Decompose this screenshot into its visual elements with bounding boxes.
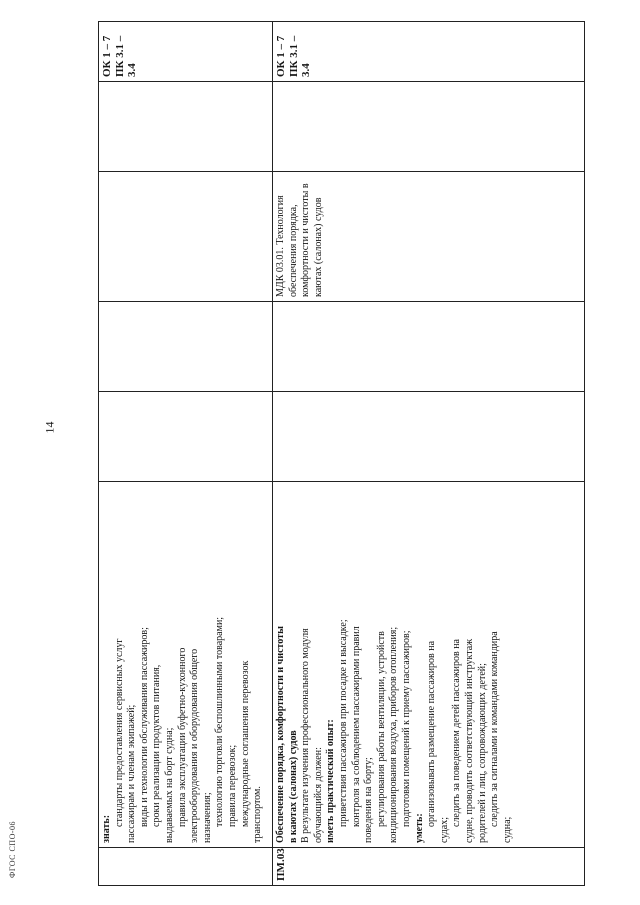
row2-competencies: ОК 1 – 7 ПК 3.1 – 3.4: [275, 35, 313, 77]
row2-content: [275, 486, 514, 843]
text-line: сроки реализации продуктов питания,: [151, 664, 163, 827]
text-line: технологию торговли беспошлинными товарами;: [214, 616, 226, 827]
text-line: международные соглашения перевозок: [239, 660, 251, 827]
text-line: поведения на борту;: [363, 757, 375, 843]
page-number: 14: [42, 421, 57, 434]
row2-content-cell: [273, 482, 585, 848]
text-line: пассажирам и членам экипажей;: [126, 704, 138, 843]
text-line: судах;: [438, 817, 450, 843]
text-line: контроля за соблюдением пассажирами правил: [350, 626, 362, 827]
text-line: обучающийся должен:: [312, 747, 324, 843]
text-line: правила перевозок;: [226, 744, 238, 827]
row1-empty-cell-1: [99, 392, 273, 482]
row2-empty-cell-2: [273, 302, 585, 392]
row1-empty-cell-4: [99, 82, 273, 172]
text-line: виды и технологии обслуживания пассажиров;: [138, 627, 150, 827]
row1-content: [101, 486, 265, 843]
row1-content-cell: [99, 482, 273, 848]
text-line: регулирования работы вентиляции, устройств: [375, 631, 387, 827]
row1-empty-cell-2: [99, 302, 273, 392]
text-line: подготовки помещений к приему пассажиров;: [400, 630, 412, 827]
rotated-table-container: [98, 22, 584, 886]
text-line: уметь:: [413, 813, 425, 843]
text-line: знать:: [101, 814, 112, 843]
row2-competencies-cell: [273, 22, 585, 82]
table-row: [273, 22, 585, 886]
text-line: выдаваемых на борт судна;: [163, 727, 175, 843]
text-line: правила эксплуатации буфетно-кухонного: [176, 647, 188, 827]
text-line: в каютах (салонах) судов: [287, 730, 299, 843]
text-line: назначения;: [201, 792, 213, 843]
text-line: транспортом.: [252, 786, 264, 843]
text-line: следить за сигналами и командами командира: [489, 631, 501, 827]
row2-code-cell: [273, 848, 585, 886]
row2-mdk-cell: [273, 172, 585, 302]
text-line: следить за поведением детей пассажиров на: [451, 639, 463, 827]
text-line: судна;: [501, 816, 513, 843]
text-line: родителей и лиц, сопровождающих детей;: [476, 663, 488, 843]
table-row: [99, 22, 273, 886]
text-line: судне, проводить соответствующий инструктаж: [463, 638, 475, 843]
row2-empty-cell-1: [273, 392, 585, 482]
text-line: приветствия пассажиров при посадке и высадке;: [337, 619, 349, 827]
row1-empty-cell-3: [99, 172, 273, 302]
text-line: кондиционирования воздуха, приборов отопления;: [388, 626, 400, 843]
row1-competencies: ОК 1 – 7 ПК 3.1 – 3.4: [101, 35, 139, 77]
text-line: Обеспечение порядка, комфортности и чистоты: [275, 626, 286, 843]
curriculum-table: [98, 21, 585, 886]
row1-code-cell: [99, 848, 273, 886]
text-line: В результате изучения профессионального модуля: [300, 628, 312, 843]
mdk-title: МДК 03.01. Технология обеспечения порядка, комфортности и чистоты в каютах (салонах) судов: [275, 183, 324, 297]
module-code: ПМ.03: [275, 848, 287, 881]
footer-code: ФГОС СПО-06: [8, 820, 17, 878]
row2-empty-cell-4: [273, 82, 585, 172]
text-line: электрооборудования и оборудования общего: [189, 648, 201, 843]
text-line: стандарты предоставления сервисных услуг: [113, 638, 125, 827]
text-line: иметь практический опыт:: [325, 719, 337, 843]
row1-competencies-cell: [99, 22, 273, 82]
text-line: организовывать размещение пассажиров на: [426, 640, 438, 827]
